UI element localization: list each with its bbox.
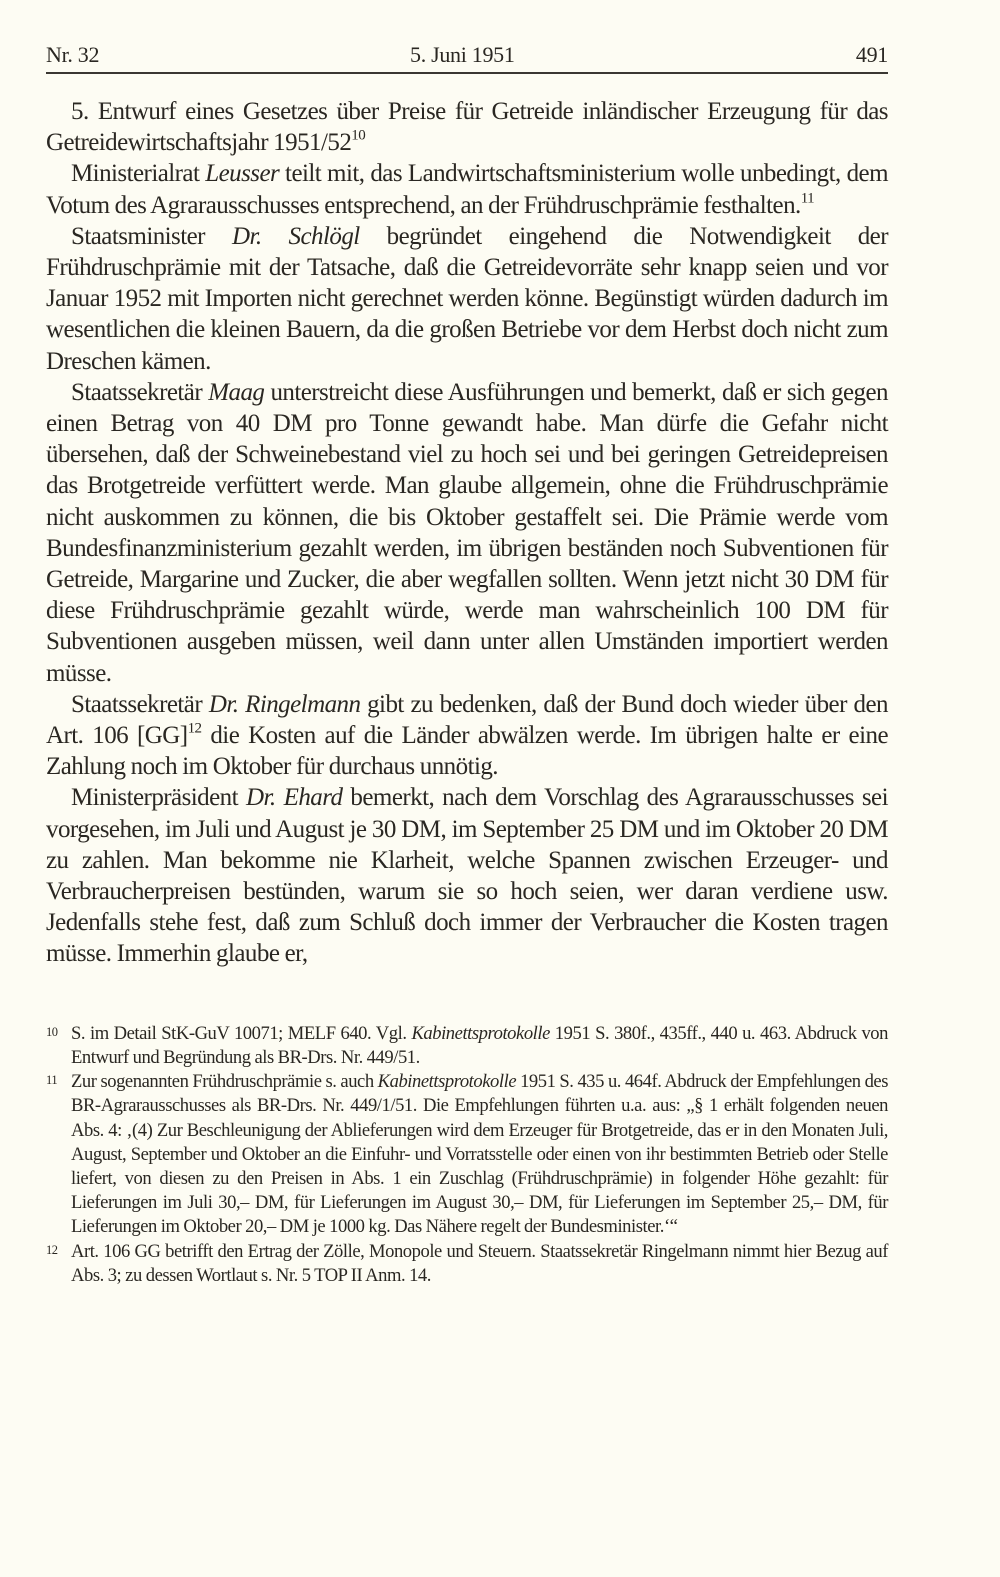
paragraph-text: unterstreicht diese Ausführungen und bemerkt, daß er sich gegen einen Betrag von 40 DM pro Tonne gewandt habe. Man dürfe die Gefahr nicht übersehen, daß der Schweinebestand viel zu hoch sei und bei geringen Getreidepreisen das Brotgetreide verfüttert werde. Man glaube allgemein, ohne die Frühdruschprämie nicht auskommen zu können, die bis Oktober gestaffelt sei. Die Prämie werde vom Bundesfinanzministerium gezahlt werden, im übrigen beständen noch Subventionen für Getreide, Margarine und Zucker, die aber wegfallen sollten. Wenn jetzt nicht 30 DM für diese Frühdruschprämie gezahlt würde, werde man wahrscheinlich 100 DM für Subventionen ausgeben müssen, weil dann unter allen Umständen importiert werden müsse. xyxy=(46,378,888,687)
paragraph-text: gibt zu bedenken, daß der Bund doch wieder über den Art. 106 [GG] xyxy=(46,690,888,750)
speaker-title: Staatssekretär xyxy=(71,378,209,406)
speaker-name: Dr. Ringelmann xyxy=(208,690,361,718)
speaker-name: Maag xyxy=(208,378,265,406)
footnote-number: 12 xyxy=(46,1242,58,1257)
speaker-title: Staatsminister xyxy=(71,222,232,250)
footnote-ref[interactable]: 11 xyxy=(800,190,815,207)
speaker-title: Ministerialrat xyxy=(71,160,206,188)
footnote-text: S. im Detail StK-GuV 10071; MELF 640. Vgl. xyxy=(71,1022,412,1044)
speaker-title: Ministerpräsident xyxy=(71,784,246,812)
speaker-name: Dr. Schlögl xyxy=(231,222,360,250)
paragraph xyxy=(46,158,888,220)
paragraph-text: begründet eingehend die Notwendigkeit der Frühdruschprämie mit der Tatsache, daß die Getreidevorräte sehr knapp seien und vor Januar 1952 mit Importen nicht gerechnet werden könne. Begünstigt würden dadurch im wesentlichen die kleinen Bauern, da die großen Betriebe vor dem Herbst doch nicht zum Dreschen kämen. xyxy=(46,222,888,375)
footnote-text-continued: 1951 S. 435 u. 464f. Abdruck der Empfehlungen des BR-Agrarausschusses als BR-Drs. Nr. 449/1/51. Die Empfehlungen führten u.a. aus: „§ 1 erhält folgenden neuen Abs. 4: ‚(4) Zur Beschleunigung der Ablieferungen wird dem Erzeuger für Brotgetreide, das er in den Monaten Juli, August, September und Oktober an die Einfuhr- und Vorratsstelle oder einen von ihr bestimmten Betrieb oder Stelle liefert, von diesen zu den Preisen in Abs. 1 ein Zuschlag (Frühdruschprämie) in folgender Höhe gezahlt: für Lieferungen im Juli 30,– DM, für Lieferungen im August 30,– DM, für Lieferungen im September 25,– DM, für Lieferungen im Oktober 20,– DM je 1000 kg. Das Nähere regelt der Bundesminister.‘“ xyxy=(71,1071,889,1238)
paragraph xyxy=(46,782,888,969)
footnote-number: 10 xyxy=(46,1024,58,1039)
speaker-title: Staatssekretär xyxy=(71,690,209,718)
document-page xyxy=(46,38,888,1288)
agenda-item-heading xyxy=(46,96,888,158)
footnote-ref[interactable]: 10 xyxy=(351,127,366,144)
footnote-text: Zur sogenannten Frühdruschprämie s. auch xyxy=(71,1071,378,1093)
paragraph xyxy=(46,689,888,783)
page-number: 491 xyxy=(855,42,888,67)
footnote xyxy=(46,1240,888,1288)
footnote xyxy=(46,1070,888,1239)
footnote xyxy=(46,1022,888,1070)
footnote-text-continued: 1951 S. 380f., 435ff., 440 u. 463. Abdruck von Entwurf und Begründung als BR-Drs. Nr. 449/51. xyxy=(71,1022,888,1068)
paragraph xyxy=(46,221,888,377)
paragraph-text-continued: die Kosten auf die Länder abwälzen werde. Im übrigen halte er eine Zahlung noch im Oktober für durchaus unnötig. xyxy=(46,722,888,781)
paragraph-text: bemerkt, nach dem Vorschlag des Agrarausschusses sei vorgesehen, im Juli und August je 30 DM, im September 25 DM und im Oktober 20 DM zu zahlen. Man bekomme nie Klarheit, welche Spannen zwischen Erzeuger- und Verbraucherpreisen bestünden, warum sie so hoch seien, wer daran verdiene usw. Jedenfalls stehe fest, daß zum Schluß doch immer der Verbraucher die Kosten tragen müsse. Immerhin glaube er, xyxy=(46,784,888,968)
speaker-name: Dr. Ehard xyxy=(246,784,343,812)
footnote-number: 11 xyxy=(46,1073,58,1088)
footnote-text: Art. 106 GG betrifft den Ertrag der Zölle, Monopole und Steuern. Staatssekretär Ringelmann nimmt hier Bezug auf Abs. 3; zu dessen Wortlaut s. Nr. 5 TOP II Anm. 14. xyxy=(71,1240,888,1286)
footnote-italic-title: Kabinettsprotokolle xyxy=(411,1022,550,1044)
speaker-name: Leusser xyxy=(205,160,280,188)
header-rule xyxy=(46,72,888,74)
meeting-date: 5. Juni 1951 xyxy=(410,42,515,67)
body-text xyxy=(46,96,888,970)
running-head xyxy=(46,38,888,72)
paragraph xyxy=(46,377,888,689)
footnotes xyxy=(46,1022,888,1288)
footnote-ref[interactable]: 12 xyxy=(187,720,202,737)
agenda-item-title: 5. Entwurf eines Gesetzes über Preise für Getreide inländischer Erzeugung für das Getreidewirtschaftsjahr 1951/52 xyxy=(46,98,888,157)
paragraph-text: teilt mit, das Landwirtschaftsministerium wolle unbedingt, dem Votum des Agrarausschusses entsprechend, an der Frühdruschprämie festhalten. xyxy=(46,160,888,219)
footnote-italic-title: Kabinettsprotokolle xyxy=(377,1071,517,1093)
document-number: Nr. 32 xyxy=(46,42,100,67)
